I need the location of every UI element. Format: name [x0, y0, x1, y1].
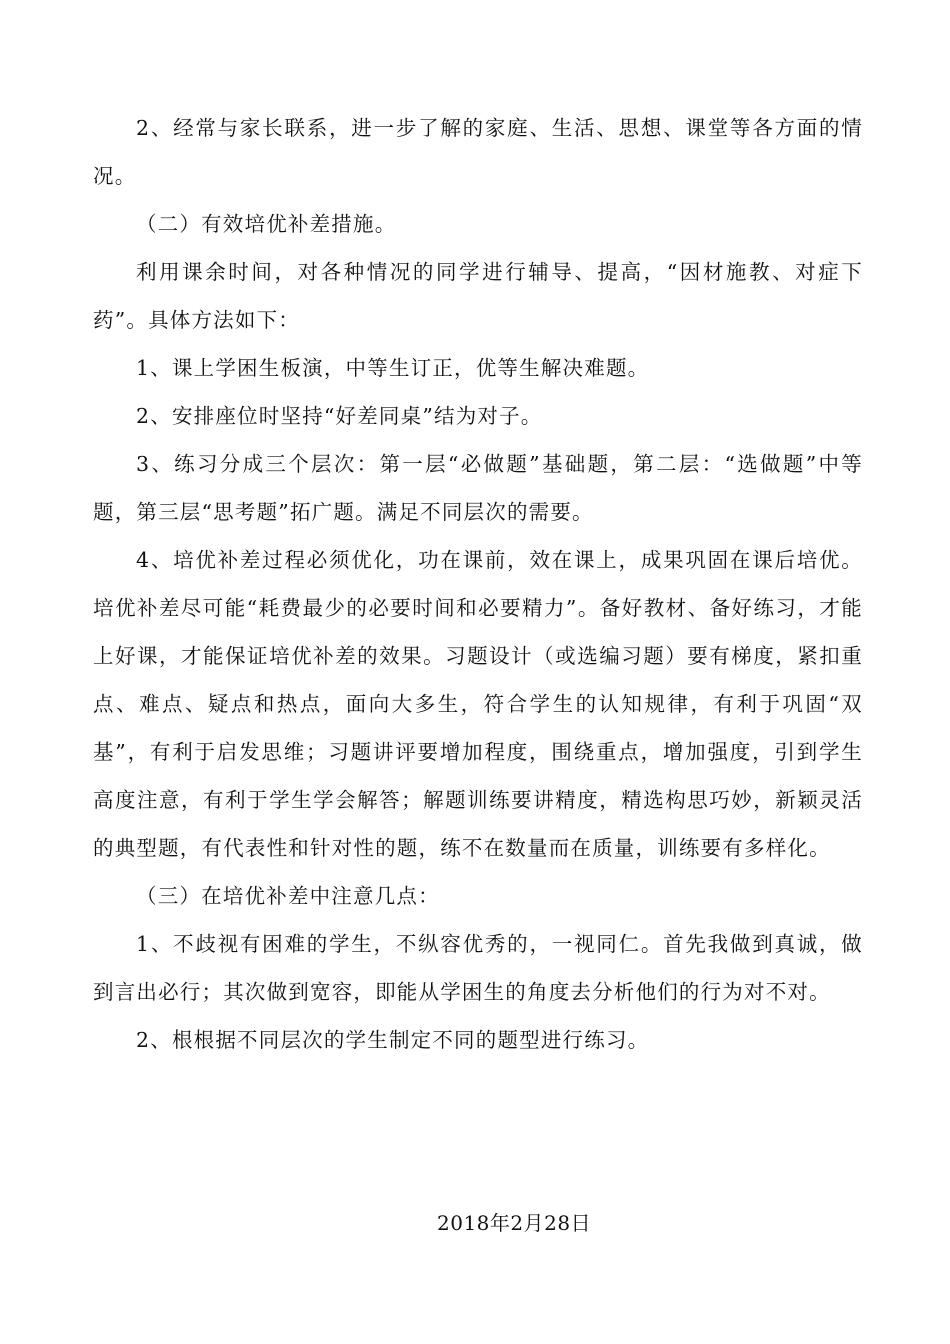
paragraph-method-2: 2、安排座位时坚持“好差同桌”结为对子。: [136, 404, 543, 428]
document-body: [93, 104, 863, 1064]
document-date: 2018年2月28日: [437, 1211, 592, 1235]
paragraph-note-2: 2、根根据不同层次的学生制定不同的题型进行练习。: [136, 1028, 650, 1052]
section-heading-measures: （二）有效培优补差措施。: [136, 212, 397, 236]
paragraph-method-1: 1、课上学困生板演，中等生订正，优等生解决难题。: [136, 356, 650, 380]
paragraph-method-3: 3、练习分成三个层次：第一层“必做题”基础题，第二层：“选做题”中等题，第三层“思考题”拓广题。满足不同层次的需要。: [93, 452, 863, 524]
paragraph-parent-contact: 2、经常与家长联系，进一步了解的家庭、生活、思想、课堂等各方面的情况。: [93, 116, 863, 188]
paragraph-tutoring-intro: 利用课余时间，对各种情况的同学进行辅导、提高，“因材施教、对症下药”。具体方法如下：: [93, 260, 863, 332]
paragraph-note-1: 1、不歧视有困难的学生，不纵容优秀的，一视同仁。首先我做到真诚，做到言出必行；其次做到宽容，即能从学困生的角度去分析他们的行为对不对。: [93, 932, 863, 1004]
section-heading-notes: （三）在培优补差中注意几点：: [136, 884, 440, 908]
paragraph-method-4: 4、培优补差过程必须优化，功在课前，效在课上，成果巩固在课后培优。培优补差尽可能“耗费最少的必要时间和必要精力”。备好教材、备好练习，才能上好课，才能保证培优补差的效果。习题设计（或选编习题）要有梯度，紧扣重点、难点、疑点和热点，面向大多生，符合学生的认知规律，有利于巩固“双基”，有利于启发思维；习题讲评要增加程度，围绕重点，增加强度，引到学生高度注意，有利于学生学会解答；解题训练要讲精度，精选构思巧妙，新颖灵活的典型题，有代表性和针对性的题，练不在数量而在质量，训练要有多样化。: [93, 548, 863, 860]
